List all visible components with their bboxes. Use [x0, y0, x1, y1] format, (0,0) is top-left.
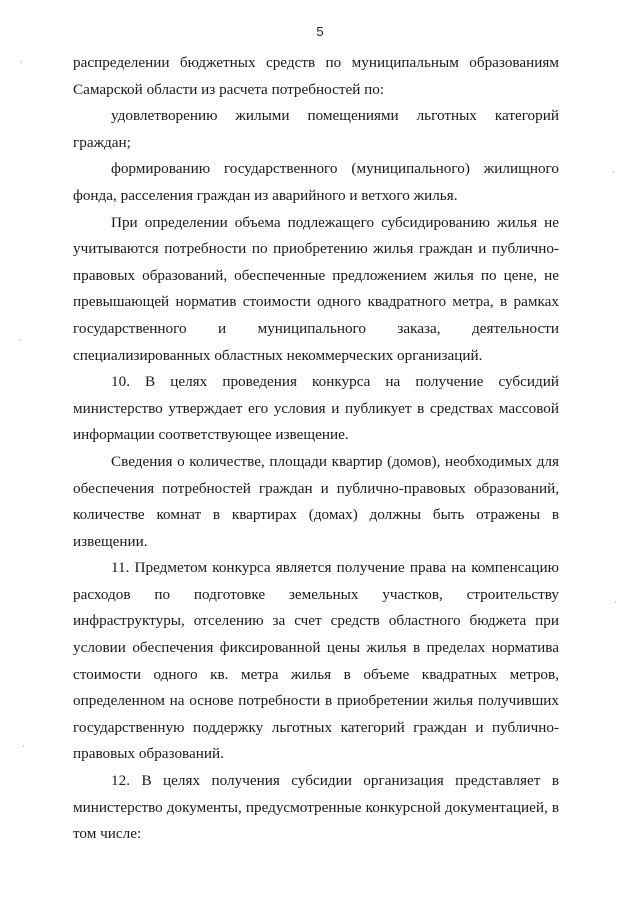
- paragraph-housing-categories: удовлетворению жилыми помещениями льготных категорий граждан;: [73, 107, 559, 151]
- page-number: 5: [316, 24, 324, 39]
- paragraph-10-contest-conditions: 10. В целях проведения конкурса на получение субсидий министерство утверждает его условия и публикует в средствах массовой информации соответствующее извещение.: [73, 373, 559, 444]
- document-body: [73, 50, 559, 848]
- paragraph-housing-fund: формированию государственного (муниципального) жилищного фонда, расселения граждан из аварийного и ветхого жилья.: [73, 160, 559, 204]
- scan-artifact: ·: [18, 336, 21, 346]
- paragraph-12-documents: 12. В целях получения субсидии организация представляет в министерство документы, предусмотренные конкурсной документацией, в том числе:: [73, 772, 559, 843]
- scan-artifact: ·: [614, 598, 617, 608]
- scan-artifact: ·: [612, 168, 615, 178]
- paragraph-11-contest-subject: 11. Предметом конкурса является получение права на компенсацию расходов по подготовке земельных участков, строительству инфраструктуры, отселению за счет средств областного бюджета при условии обеспечения фиксированной цены жилья в пределах норматива стоимости одного кв. метра жилья в объеме квадратных метров, определенном на основе потребности в приобретении жилья получивших государственную поддержку льготных категорий граждан и публично-правовых образований.: [73, 559, 559, 763]
- paragraph-budget-distribution: распределении бюджетных средств по муниципальным образованиям Самарской области из расчета потребностей по:: [73, 54, 559, 98]
- scan-artifact: ·: [22, 742, 25, 752]
- paragraph-volume-determination: При определении объема подлежащего субсидированию жилья не учитываются потребности по приобретению жилья граждан и публично-правовых образований, обеспеченные предложением жилья по цене, не превышающей норматив стоимости одного квадратного метра, в рамках государственного и муниципального заказа, деятельности специализированных областных некоммерческих организаций.: [73, 213, 559, 364]
- paragraph-apartment-info: Сведения о количестве, площади квартир (домов), необходимых для обеспечения потребностей граждан и публично-правовых образований, количестве комнат в квартирах (домах) должны быть отражены в извещении.: [73, 452, 559, 550]
- scan-artifact: ·: [20, 58, 23, 68]
